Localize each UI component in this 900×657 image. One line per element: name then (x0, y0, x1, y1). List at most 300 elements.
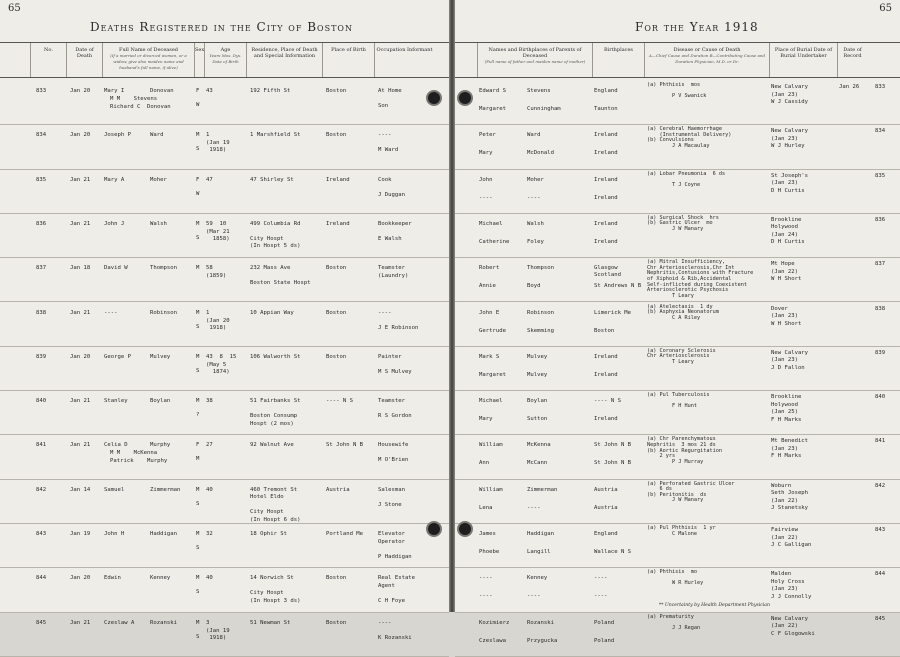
place-of-birth: Ireland (326, 176, 350, 183)
record-number: 837 (36, 265, 47, 272)
deceased-last-name: Donovan (150, 88, 174, 94)
cause-of-death-line: P J Murray (647, 458, 704, 465)
burial-line: (Jan 23) (771, 313, 798, 319)
father-birthplace: Austria (594, 486, 618, 493)
sex: M (196, 486, 200, 493)
occupation-line: Operator (378, 538, 405, 545)
death-date: Jan 20 (70, 353, 91, 360)
sex: M (196, 309, 200, 316)
record-row (0, 213, 449, 258)
header-no: No. (30, 43, 66, 77)
occupation-line: Teamster (378, 398, 405, 405)
record-row (0, 567, 449, 612)
mother-birthplace: St Andrews N B (594, 283, 642, 290)
cause-of-death-line: J W Manary (647, 497, 704, 504)
record-row (455, 390, 900, 435)
father-first-name: William (479, 442, 503, 449)
mother-last-name: Przygucka (527, 637, 558, 644)
deceased-first-name: John H (104, 531, 125, 537)
age: 43 8 15 (206, 353, 237, 360)
deceased-relation-name: M M Stevens (110, 96, 158, 102)
record-number: 838 (36, 309, 47, 316)
record-number: 833 (36, 88, 47, 94)
record-number-right: 843 (875, 527, 886, 533)
binding-hole (428, 92, 440, 104)
father-birthplace: Ireland (594, 353, 618, 360)
cause-of-death-line: (a) Phthisis mo (647, 569, 697, 576)
occupation-line: Real Estate (378, 575, 416, 582)
burial-line: (Jan 23) (771, 357, 798, 364)
death-date: Jan 14 (70, 486, 91, 493)
residence-line: City Hospt (250, 590, 284, 597)
record-number-right: 838 (875, 305, 886, 312)
header-name-note: (If a married or divorced woman, or a widow, give also maiden name and husband's full name, if alive) (110, 53, 187, 70)
mother-first-name: Margaret (479, 106, 506, 112)
burial-line: Dover (771, 305, 788, 312)
cause-of-death-line: Nephritis,Contusions with Fracture (647, 270, 754, 277)
burial-line: C F Glogowski (771, 630, 815, 637)
occupation-line: E Walsh (378, 235, 402, 242)
cause-of-death-line: (b) Convulsions (647, 137, 694, 144)
occupation-line: C H Foye (378, 597, 405, 604)
record-row (455, 257, 900, 302)
burial-line: Malden (771, 571, 792, 578)
sex: F (196, 442, 200, 449)
cause-of-death-line: (a) Perforated Gastric Ulcer (647, 480, 735, 487)
mother-first-name: Czeslawa (479, 637, 506, 644)
burial-line: W J Hurley (771, 143, 805, 150)
father-first-name: James (479, 531, 496, 537)
cause-of-death-line: 2 yrs (647, 453, 676, 460)
cause-of-death-line: (b) Peritonitis ds (647, 491, 707, 498)
place-of-birth: Boston (326, 132, 347, 139)
mother-first-name: Phoebe (479, 549, 500, 555)
cause-of-death-line: Nephritis 3 mos 21 ds (647, 441, 716, 448)
place-of-birth: St John N B (326, 442, 364, 449)
record-number-right: 842 (875, 482, 886, 489)
record-number: 839 (36, 353, 47, 360)
death-date: Jan 21 (70, 442, 91, 449)
deceased-last-name: Boylan (150, 398, 171, 405)
header-residence: Residence, Place of Death and Special Information (246, 43, 322, 77)
residence-line: City Hospt (250, 235, 284, 242)
father-birthplace: Ireland (594, 132, 618, 139)
deceased-last-name: Moher (150, 176, 167, 183)
record-row (455, 434, 900, 479)
occupation-line: Elevator (378, 531, 405, 537)
residence-line: 47 Shirley St (250, 176, 294, 183)
deceased-first-name: Celia D (104, 442, 128, 449)
header-birthplace: Place of Birth (322, 43, 374, 77)
place-of-birth: Portland Me (326, 531, 364, 537)
father-last-name: Stevens (527, 88, 551, 94)
deceased-last-name: Walsh (150, 220, 167, 227)
place-of-birth: Boston (326, 575, 347, 582)
death-date: Jan 19 (70, 531, 91, 537)
death-date: Jan 21 (70, 176, 91, 183)
mother-birthplace: Boston (594, 327, 615, 334)
header-name-label: Full Name of Deceased (118, 47, 178, 53)
father-birthplace: St John N B (594, 442, 632, 449)
burial-line: Mt Benedict (771, 438, 809, 445)
deceased-first-name: Mary A (104, 176, 125, 183)
deceased-last-name: Mulvey (150, 353, 171, 360)
father-birthplace: Ireland (594, 220, 618, 227)
occupation-line: M S Mulvey (378, 368, 412, 375)
burial-line: J C Galligan (771, 542, 812, 548)
header-occupation: Occupation Informant (374, 43, 434, 77)
burial-line: (Jan 25) (771, 409, 798, 416)
father-last-name: Haddigan (527, 531, 554, 537)
marital-status: S (196, 146, 200, 153)
deceased-last-name: Haddigan (150, 531, 177, 537)
deceased-first-name: Stanley (104, 398, 128, 405)
residence-line: (In Hospt 3 ds) (250, 597, 301, 604)
record-number-right: 845 (875, 615, 886, 622)
marital-status: M (196, 456, 200, 463)
father-first-name: Edward S (479, 88, 506, 94)
left-header-row (0, 42, 449, 78)
sex: M (196, 353, 200, 360)
cause-of-death-line: T Leary (647, 292, 694, 299)
record-number: 840 (36, 398, 47, 405)
record-row (0, 302, 449, 347)
burial-line: Holy Cross (771, 578, 805, 585)
mother-last-name: Sutton (527, 416, 548, 423)
burial-line: J J Connolly (771, 593, 812, 600)
date-of-birth: (1859) (206, 273, 227, 280)
mother-first-name: Lena (479, 504, 493, 511)
place-of-birth: Boston (326, 309, 347, 316)
occupation-line: Salesman (378, 486, 405, 493)
burial-line: Brookline (771, 394, 802, 401)
mother-birthplace: Ireland (594, 238, 618, 245)
deceased-first-name: ---- (104, 309, 118, 316)
cause-of-death-line: F H Hunt (647, 403, 697, 410)
occupation-line: ---- (378, 132, 392, 139)
occupation-line: ---- (378, 309, 392, 316)
mother-birthplace: Ireland (594, 150, 618, 157)
residence-line: 1 Marshfield St (250, 132, 301, 139)
occupation-line: J E Robinson (378, 324, 419, 331)
occupation-line: R S Gordon (378, 413, 412, 420)
occupation-line: At Home (378, 88, 402, 94)
record-number: 836 (36, 220, 47, 227)
date-of-birth: (Jan 19 1918) (206, 627, 230, 641)
date-of-birth: (Jan 19 1918) (206, 140, 230, 154)
burial-line: D H Curtis (771, 187, 805, 194)
cause-of-death-line: (Instrumental Delivery) (647, 131, 732, 138)
burial-line: (Jan 23) (771, 445, 798, 452)
marital-status: S (196, 500, 200, 507)
father-last-name: Robinson (527, 309, 554, 316)
father-last-name: Walsh (527, 220, 544, 227)
deceased-first-name: Czeslaw A (104, 619, 135, 626)
father-birthplace: ---- N S (594, 398, 621, 405)
residence-line: 106 Walworth St (250, 353, 301, 360)
mother-last-name: McDonald (527, 150, 554, 157)
deceased-last-name: Thompson (150, 265, 177, 272)
record-number-right: 844 (875, 571, 886, 578)
record-row (455, 302, 900, 347)
deceased-first-name: Mary I (104, 88, 125, 94)
father-last-name: Rozanski (527, 619, 554, 626)
record-row (455, 213, 900, 258)
residence-line: Hotel Eldo (250, 494, 284, 501)
mother-last-name: ---- (527, 504, 541, 511)
record-row (0, 80, 449, 125)
age: 47 (206, 176, 213, 183)
mother-first-name: ---- (479, 593, 493, 600)
record-row (455, 124, 900, 169)
record-row (0, 346, 449, 391)
cause-of-death-line: T Leary (647, 358, 694, 365)
mother-last-name: Skemming (527, 327, 554, 334)
father-birthplace: Poland (594, 619, 615, 626)
sex: M (196, 220, 200, 227)
occupation-line: K Rozanski (378, 634, 412, 641)
father-last-name: McKenna (527, 442, 551, 449)
mother-last-name: Foley (527, 238, 544, 245)
father-first-name: John (479, 176, 493, 183)
father-first-name: Robert (479, 265, 500, 272)
mother-first-name: Ann (479, 460, 490, 467)
burial-line: F H Marks (771, 416, 802, 423)
footnote: ** Uncertainty by Health Department Physician (658, 603, 770, 608)
marital-status: S (196, 589, 200, 596)
age: 3 (206, 619, 210, 626)
age: 38 (206, 398, 213, 405)
left-page (0, 0, 449, 641)
place-of-birth: Boston (326, 353, 347, 360)
burial-line: Holywood (771, 401, 798, 408)
age: 40 (206, 486, 213, 493)
header-parents-note: (Full name of father and maiden name of mother) (484, 59, 586, 64)
occupation-line: J Stone (378, 501, 402, 508)
header-disease-note: A—Chief Cause and Duration B—Contributing Cause and Duration Physician, M.D. or Dr. (648, 53, 766, 64)
cause-of-death-line: (b) Asphyxia Neonatorum (647, 309, 719, 316)
deceased-last-name: Robinson (150, 309, 177, 316)
burial-line: Seth Joseph (771, 490, 809, 497)
record-row (455, 80, 900, 125)
father-first-name: Kozimierz (479, 619, 510, 626)
place-of-birth: Boston (326, 88, 347, 94)
mother-birthplace: Poland (594, 637, 615, 644)
death-date: Jan 21 (70, 309, 91, 316)
record-number: 834 (36, 132, 47, 139)
mother-last-name: Langill (527, 549, 551, 555)
mother-birthplace: Wallace N S (594, 549, 632, 555)
header-disease (644, 43, 769, 77)
burial-line: (Jan 23) (771, 91, 798, 98)
residence-line: 18 Ophir St (250, 531, 288, 537)
place-of-birth: Austria (326, 486, 350, 493)
record-row (0, 169, 449, 214)
cause-of-death-line: Arteriosclerotic Psychosis (647, 287, 729, 294)
residence-line: 51 Newman St (250, 619, 291, 626)
cause-of-death-line: (a) Mitral Insufficiency, (647, 259, 726, 266)
occupation-line: Son (378, 103, 389, 109)
record-row (0, 434, 449, 479)
deceased-last-name: Rozanski (150, 619, 177, 626)
burial-line: F H Marks (771, 453, 802, 460)
cause-of-death-line: (a) Chr Parenchymatous (647, 436, 716, 443)
burial-line: (Jan 24) (771, 231, 798, 238)
cause-of-death-line: (a) Cerebral Haemorrhage (647, 126, 722, 133)
sex: M (196, 132, 200, 139)
age: 43 (206, 88, 213, 94)
header-parents-label: Names and Birthplaces of Parents of Deceased (488, 47, 582, 59)
record-row (455, 479, 900, 524)
cause-of-death-line: Chr Arteriosclerosis,Chr Int (647, 264, 735, 271)
residence-line: 460 Tremont St (250, 486, 298, 493)
binding-hole (459, 92, 471, 104)
place-of-birth: Ireland (326, 220, 350, 227)
sex: F (196, 176, 200, 183)
record-number-right: 840 (875, 394, 886, 401)
cause-of-death-line: J A Macaulay (647, 143, 710, 150)
cause-of-death-line: of Xiphoid & Rib,Accidental (647, 275, 732, 282)
marital-status: W (196, 190, 200, 197)
record-row (455, 612, 900, 657)
burial-line: New Calvary (771, 349, 809, 356)
cause-of-death-line: (a) Pul Tuberculosis (647, 392, 710, 399)
residence-line: 499 Columbia Rd (250, 220, 301, 227)
father-birthplace: England (594, 88, 618, 94)
father-first-name: John E (479, 309, 500, 316)
date-of-birth: (Mar 21 1858) (206, 228, 230, 242)
residence-line: 92 Walnut Ave (250, 442, 294, 449)
sex: M (196, 575, 200, 582)
deceased-first-name: Samuel (104, 486, 125, 493)
sex: F (196, 88, 200, 94)
age: 40 (206, 575, 213, 582)
burial-line: (Jan 23) (771, 135, 798, 142)
record-row (0, 479, 449, 524)
deceased-last-name: Murphy (150, 442, 171, 449)
cause-of-death-line: J J Regan (647, 624, 701, 631)
burial-line: Woburn (771, 482, 792, 489)
residence-line: City Hospt (250, 509, 284, 516)
mother-first-name: Mary (479, 416, 493, 423)
record-number-right: 834 (875, 128, 886, 135)
cause-of-death-line: W R Hurley (647, 580, 704, 587)
marital-status: S (196, 323, 200, 330)
occupation-line: Painter (378, 353, 402, 360)
occupation-line: M O'Brien (378, 457, 409, 464)
father-last-name: Ward (527, 132, 541, 139)
age: 59 10 (206, 220, 227, 227)
header-parents (477, 43, 592, 77)
record-number-right: 835 (875, 172, 886, 179)
left-page-number: 65 (8, 3, 21, 14)
father-first-name: Michael (479, 220, 503, 227)
residence-line: 10 Appian Way (250, 309, 294, 316)
date-of-birth: (May 5 1874) (206, 361, 230, 375)
header-age-label: Age (220, 47, 231, 53)
record-row (455, 346, 900, 391)
cause-of-death-line: Chr Arteriosclerosis (647, 353, 710, 360)
deceased-relation-name: Richard C Donovan (110, 104, 171, 110)
father-birthplace: Ireland (594, 176, 618, 183)
residence-line: (In Hospt 6 ds) (250, 516, 301, 523)
father-last-name: Zimmerman (527, 486, 558, 493)
cause-of-death-line: T J Coyne (647, 181, 701, 188)
residence-line: Boston State Hospt (250, 280, 311, 287)
burial-line: New Calvary (771, 615, 809, 622)
record-number: 845 (36, 619, 47, 626)
header-record: Date of Record (837, 43, 867, 77)
occupation-line: Bookkeeper (378, 220, 412, 227)
occupation-line: Housewife (378, 442, 409, 449)
record-row (0, 390, 449, 435)
burial-line: (Jan 22) (771, 534, 798, 541)
burial-line: J D Fallon (771, 364, 805, 371)
occupation-line: P Haddigan (378, 553, 412, 560)
burial-line: Fairview (771, 527, 798, 533)
left-page-title: Deaths Registered in the City of Boston (90, 20, 353, 34)
father-last-name: Moher (527, 176, 544, 183)
record-row (0, 523, 449, 568)
marital-status: S (196, 234, 200, 241)
record-number-right: 836 (875, 216, 886, 223)
deceased-first-name: John J (104, 220, 125, 227)
father-first-name: Mark S (479, 353, 500, 360)
mother-birthplace: St John N B (594, 460, 632, 467)
age: 58 (206, 265, 213, 272)
sex: M (196, 531, 200, 537)
mother-birthplace: Ireland (594, 194, 618, 201)
marital-status: W (196, 102, 200, 108)
marital-status: ? (196, 412, 200, 419)
death-date: Jan 20 (70, 575, 91, 582)
residence-line: Hospt (2 mos) (250, 420, 294, 427)
header-birthplaces: Birthplaces (592, 43, 644, 77)
father-birthplace: Limerick Me (594, 309, 632, 316)
record-number: 842 (36, 486, 47, 493)
cause-of-death-line: C A Riley (647, 314, 701, 321)
mother-birthplace: ---- (594, 593, 608, 600)
death-date: Jan 21 (70, 220, 91, 227)
cause-of-death-line: (b) Gastric Ulcer mo (647, 220, 713, 227)
deceased-first-name: Edwin (104, 575, 121, 582)
place-of-birth: ---- N S (326, 398, 353, 405)
burial-line: New Calvary (771, 128, 809, 135)
father-first-name: Peter (479, 132, 496, 139)
record-number: 844 (36, 575, 47, 582)
header-age-sub: Years Mos. Dys. Date of Birth (209, 53, 242, 64)
deceased-last-name: Ward (150, 132, 164, 139)
record-date: Jan 26 (839, 84, 860, 90)
burial-line: (Jan 23) (771, 586, 798, 593)
mother-last-name: Mulvey (527, 371, 548, 378)
cause-of-death-line: P V Swanick (647, 93, 707, 100)
record-number: 835 (36, 176, 47, 183)
record-number-right: 837 (875, 261, 886, 268)
marital-status: S (196, 633, 200, 640)
marital-status: S (196, 545, 200, 551)
mother-last-name: ---- (527, 593, 541, 600)
occupation-line: M Ward (378, 147, 399, 154)
record-row (0, 124, 449, 169)
cause-of-death-line: (a) Lobar Pneumonia 6 ds (647, 170, 726, 177)
cause-of-death-line: (a) Atelectasis 1 dy (647, 303, 713, 310)
deceased-last-name: Kenney (150, 575, 171, 582)
burial-line: W H Short (771, 276, 802, 283)
death-date: Jan 20 (70, 132, 91, 139)
cause-of-death-line: (a) Prematurity (647, 613, 694, 620)
burial-line: (Jan 22) (771, 623, 798, 630)
